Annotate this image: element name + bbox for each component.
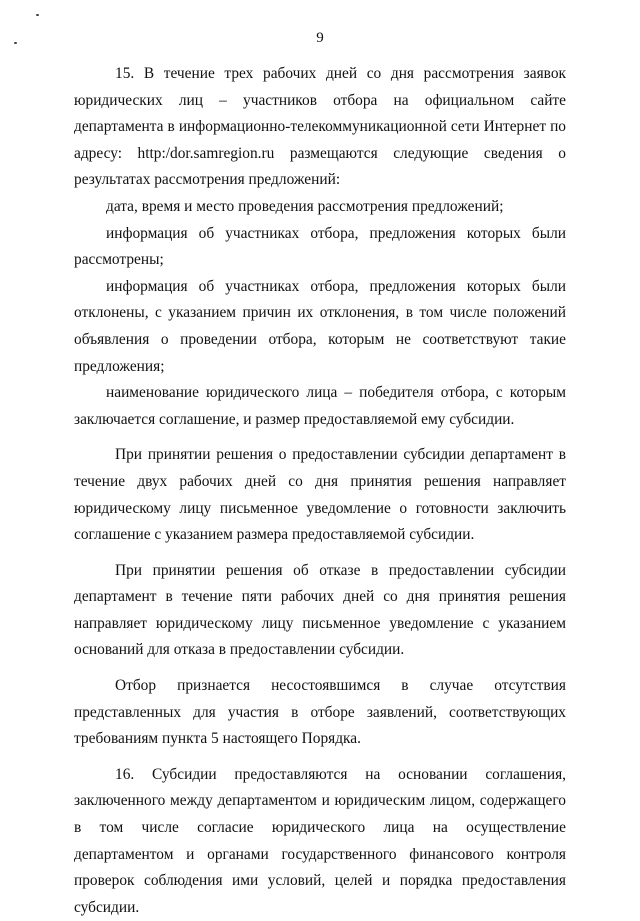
list-item-rejected-participants: информация об участниках отбора, предложения которых были отклонены, с указанием причин их отклонения, в том числе положений объявления о проведении отбора, которым не соответствуют такие предложения; <box>74 277 566 375</box>
paragraph-refusal-decision: При принятии решения об отказе в предоставлении субсидии департамент в течение пяти рабочих дней со дня принятия решения направляет юридическому лицу письменное уведомление с указанием оснований для отказа в предоставлении субсидии. <box>74 561 566 659</box>
paragraph-item-16: 16. Субсидии предоставляются на основании соглашения, заключенного между департаментом и юридическим лицом, содержащего в том числе согласие юридического лица на осуществление департаментом и органами государственного финансового контроля проверок соблюдения ими условий, целей и порядка предоставления субсидии. <box>74 765 566 916</box>
list-item-winner-name: наименование юридического лица – победителя отбора, с которым заключается соглашение, и размер предоставляемой ему субсидии. <box>74 384 566 428</box>
list-item-date-time-place: дата, время и место проведения рассмотрения предложений; <box>106 197 504 215</box>
scan-speck <box>36 14 39 16</box>
list-item-reviewed-participants: информация об участниках отбора, предложения которых были рассмотрены; <box>74 224 566 269</box>
paragraph-item-15: 15. В течение трех рабочих дней со дня рассмотрения заявок юридических лиц – участников отбора на официальном сайте департамента в информационно-телекоммуникационной сети Интернет по адресу: http:/dor.samregion.ru размещаются следующие сведения о результатах рассмотрения предложений: <box>74 65 566 189</box>
paragraph-grant-decision: При принятии решения о предоставлении субсидии департамент в течение двух рабочих дней со дня принятия решения направляет юридическому лицу письменное уведомление о готовности заключить соглашение с указанием размера предоставляемой субсидии. <box>74 446 566 544</box>
document-body <box>74 61 566 921</box>
paragraph-selection-failed: Отбор признается несостоявшимся в случае отсутствия представленных для участия в отборе заявлений, соответствующих требованиям пункта 5 настоящего Порядка. <box>74 677 566 748</box>
page-number: 9 <box>316 30 324 46</box>
